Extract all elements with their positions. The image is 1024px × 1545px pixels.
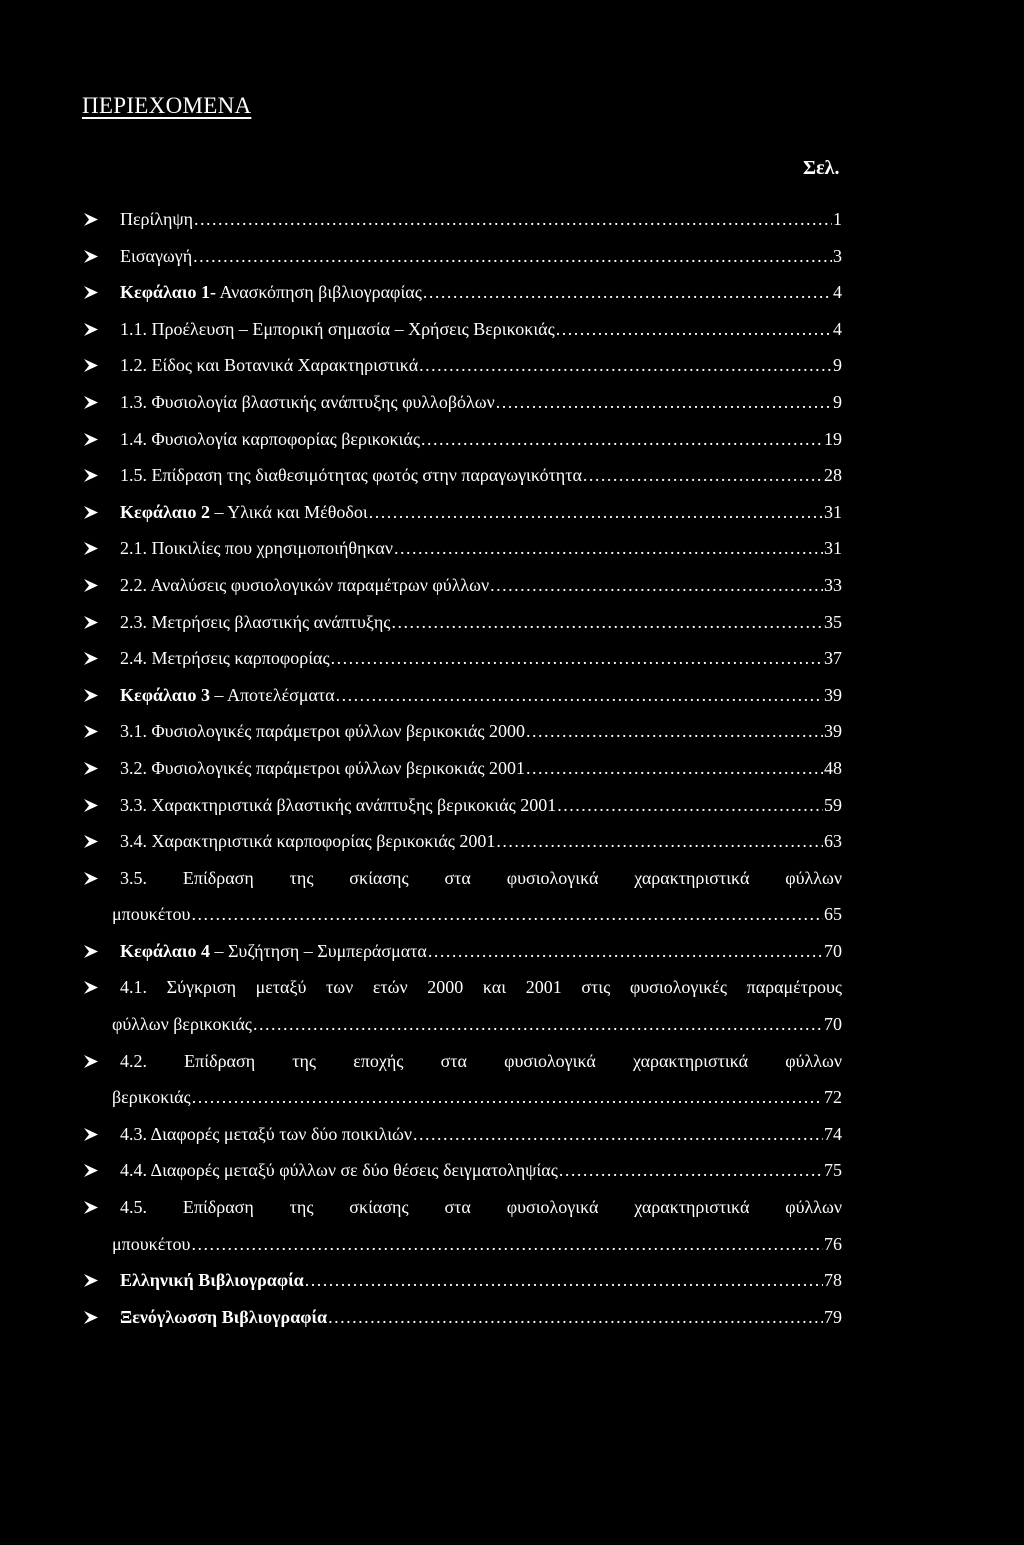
entry-line — [120, 787, 842, 824]
entry-page-number: 1 — [833, 209, 842, 229]
entry-line — [120, 1152, 842, 1189]
bullet-arrow-icon — [82, 787, 104, 824]
entry-page-number: 9 — [833, 391, 842, 412]
entry-page-number: 35 — [824, 611, 842, 632]
bullet-arrow-icon — [82, 823, 104, 860]
dot-leader — [336, 677, 823, 714]
entry-page-number: 75 — [824, 1160, 842, 1181]
entry-page-number: 48 — [824, 757, 842, 778]
toc-entry[interactable] — [82, 347, 842, 384]
entry-page-number: 33 — [824, 574, 842, 595]
entry-page-number: 39 — [824, 684, 842, 705]
page-column-label: Σελ. — [803, 157, 840, 179]
toc-entry[interactable] — [82, 421, 842, 458]
dot-leader — [526, 750, 823, 787]
entry-title-wrap — [120, 1299, 327, 1336]
entry-title: 1.4. Φυσιολογία καρποφορίας βερικοκιάς — [120, 428, 420, 449]
dot-leader — [490, 567, 823, 604]
entry-title-wrap — [120, 457, 582, 494]
entry-page-number: 78 — [824, 1270, 842, 1291]
entry-title-wrap — [120, 713, 525, 750]
toc-entry[interactable] — [82, 384, 842, 421]
toc-entry[interactable] — [82, 457, 842, 494]
entry-title-wrap — [120, 530, 393, 567]
toc-entry[interactable] — [82, 1116, 842, 1153]
entry-line — [120, 933, 842, 970]
entry-title: 1.5. Επίδραση της διαθεσιμότητας φωτός στην παραγωγικότητα — [120, 465, 582, 486]
entry-page-number: 31 — [824, 501, 842, 522]
bullet-arrow-icon — [82, 384, 104, 421]
entry-line — [120, 1262, 842, 1299]
entry-chapter-label: Ελληνική Βιβλιογραφία — [120, 1270, 304, 1291]
dot-leader — [496, 823, 823, 860]
entry-title-wrap — [120, 1262, 304, 1299]
entry-title: 3.4. Χαρακτηριστικά καρποφορίας βερικοκιάς 2001 — [120, 831, 496, 852]
entry-line — [120, 604, 842, 641]
entry-line — [120, 274, 842, 311]
toc-entry[interactable] — [82, 1043, 842, 1116]
entry-title-wrap — [120, 567, 489, 604]
dot-leader — [583, 457, 823, 494]
entry-line — [120, 494, 842, 531]
page-title: ΠΕΡΙΕΧΟΜΕΝΑ — [82, 93, 252, 118]
entry-page-number: 63 — [824, 831, 842, 852]
dot-leader — [328, 1299, 823, 1336]
entry-line — [120, 823, 842, 860]
entry-title-continued: μπουκέτου — [112, 1233, 191, 1254]
entry-second-line — [112, 1226, 842, 1263]
toc-entry[interactable] — [82, 274, 842, 311]
dot-leader — [394, 530, 823, 567]
entry-title: 2.3. Μετρήσεις βλαστικής ανάπτυξης — [120, 611, 391, 632]
entry-first-line — [120, 1043, 842, 1080]
entry-page-number: 4 — [833, 318, 842, 339]
entry-title: Εισαγωγή — [120, 245, 193, 266]
entry-title-continued: μπουκέτου — [112, 904, 191, 925]
bullet-arrow-icon — [82, 750, 104, 787]
dot-leader — [559, 1152, 823, 1189]
dot-leader — [191, 1226, 823, 1263]
entry-title-continued: φύλλων βερικοκιάς — [112, 1014, 252, 1035]
entry-title: 4.1. Σύγκριση μεταξύ των ετών 2000 και 2001 στις φυσιολογικές παραμέτρους — [120, 977, 842, 998]
toc-entry[interactable] — [82, 933, 842, 970]
entry-line — [120, 384, 842, 421]
bullet-arrow-icon — [82, 1116, 104, 1153]
entry-page-number: 9 — [833, 355, 842, 376]
dot-leader — [421, 421, 823, 458]
entry-line — [120, 347, 842, 384]
entry-first-line — [120, 860, 842, 897]
entry-first-line — [120, 969, 842, 1006]
entry-title: – Υλικά και Μέθοδοι — [209, 501, 368, 522]
entry-line — [120, 713, 842, 750]
dot-leader — [496, 384, 832, 421]
entry-page-number: 59 — [824, 794, 842, 815]
entry-page-number: 70 — [824, 940, 842, 961]
dot-leader — [557, 787, 823, 824]
entry-line — [120, 201, 842, 238]
entry-title: 2.2. Αναλύσεις φυσιολογικών παραμέτρων φύλλων — [120, 574, 490, 595]
bullet-arrow-icon — [82, 530, 104, 567]
toc-entry[interactable] — [82, 494, 842, 531]
entry-title-wrap — [120, 823, 495, 860]
bullet-arrow-icon — [82, 311, 104, 348]
entry-title: 4.5. Επίδραση της σκίασης στα φυσιολογικά χαρακτηριστικά φύλλων — [120, 1197, 842, 1218]
entry-title-wrap — [120, 274, 422, 311]
toc-entry[interactable] — [82, 750, 842, 787]
entry-chapter-label: Κεφάλαιο 3 — [120, 684, 210, 705]
toc-entry[interactable] — [82, 1152, 842, 1189]
toc-entry[interactable] — [82, 604, 842, 641]
table-of-contents — [82, 201, 842, 1335]
entry-title-wrap — [120, 347, 418, 384]
entry-page-number: 70 — [824, 1014, 842, 1035]
entry-title-wrap — [120, 933, 427, 970]
dot-leader — [191, 896, 823, 933]
toc-entry[interactable] — [82, 238, 842, 275]
bullet-arrow-icon — [82, 604, 104, 641]
entry-title-wrap — [120, 238, 192, 275]
bullet-arrow-icon — [82, 1189, 104, 1226]
entry-title: – Αποτελέσματα — [209, 684, 335, 705]
bullet-arrow-icon — [82, 1299, 104, 1336]
entry-line — [120, 311, 842, 348]
entry-title: 1.1. Προέλευση – Εμπορική σημασία – Χρήσεις Βερικοκιάς — [120, 318, 555, 339]
bullet-arrow-icon — [82, 860, 104, 897]
entry-chapter-label: Ξενόγλωσση Βιβλιογραφία — [120, 1306, 328, 1327]
dot-leader — [423, 274, 832, 311]
dot-leader — [192, 1079, 823, 1116]
entry-title: Περίληψη — [120, 209, 194, 229]
entry-page-number: 37 — [824, 648, 842, 669]
dot-leader — [428, 933, 823, 970]
entry-page-number: 65 — [824, 904, 842, 925]
entry-chapter-label: Κεφάλαιο 4 — [120, 940, 210, 961]
dot-leader — [419, 347, 832, 384]
entry-title: 2.4. Μετρήσεις καρποφορίας — [120, 648, 330, 669]
entry-line — [120, 640, 842, 677]
entry-page-number: 3 — [833, 245, 842, 266]
entry-page-number: 19 — [824, 428, 842, 449]
entry-line — [120, 238, 842, 275]
bullet-arrow-icon — [82, 567, 104, 604]
entry-chapter-label: Κεφάλαιο 1- — [120, 282, 216, 303]
entry-page-number: 79 — [824, 1306, 842, 1327]
entry-title: 3.1. Φυσιολογικές παράμετροι φύλλων βερικοκιάς 2000 — [120, 721, 526, 742]
toc-entry[interactable] — [82, 640, 842, 677]
entry-title: 3.2. Φυσιολογικές παράμετροι φύλλων βερικοκιάς 2001 — [120, 757, 526, 778]
toc-entry[interactable] — [82, 311, 842, 348]
entry-line — [120, 530, 842, 567]
entry-title: 4.2. Επίδραση της εποχής στα φυσιολογικά χαρακτηριστικά φύλλων — [120, 1050, 842, 1071]
entry-title: 3.5. Επίδραση της σκίασης στα φυσιολογικά χαρακτηριστικά φύλλων — [120, 867, 842, 888]
bullet-arrow-icon — [82, 1262, 104, 1299]
entry-line — [120, 457, 842, 494]
entry-title-continued: βερικοκιάς — [112, 1087, 191, 1108]
entry-title: 4.4. Διαφορές μεταξύ φύλλων σε δύο θέσεις δειγματοληψίας — [120, 1160, 558, 1181]
entry-line — [120, 567, 842, 604]
entry-title-wrap — [120, 494, 368, 531]
dot-leader — [391, 604, 823, 641]
bullet-arrow-icon — [82, 201, 104, 238]
entry-second-line — [112, 1079, 842, 1116]
entry-page-number: 76 — [824, 1233, 842, 1254]
dot-leader — [413, 1116, 823, 1153]
entry-page-number: 4 — [833, 282, 842, 303]
entry-page-number: 39 — [824, 721, 842, 742]
entry-title-wrap — [120, 311, 555, 348]
entry-title: – Συζήτηση – Συμπεράσματα — [209, 940, 427, 961]
entry-page-number: 28 — [824, 465, 842, 486]
entry-chapter-label: Κεφάλαιο 2 — [120, 501, 210, 522]
toc-entry[interactable] — [82, 1262, 842, 1299]
entry-title-wrap — [120, 1116, 412, 1153]
entry-title: 1.3. Φυσιολογία βλαστικής ανάπτυξης φυλλοβόλων — [120, 391, 495, 412]
entry-title-wrap — [120, 1152, 558, 1189]
dot-leader — [305, 1262, 823, 1299]
entry-line — [120, 1299, 842, 1336]
entry-title-wrap — [120, 640, 330, 677]
entry-title-wrap — [120, 384, 495, 421]
toc-entry[interactable] — [82, 677, 842, 714]
entry-line — [120, 421, 842, 458]
dot-leader — [331, 640, 823, 677]
toc-entry[interactable] — [82, 567, 842, 604]
entry-second-line — [112, 896, 842, 933]
entry-title: Ανασκόπηση βιβλιογραφίας — [215, 282, 422, 303]
dot-leader — [253, 1006, 823, 1043]
dot-leader — [556, 311, 832, 348]
entry-first-line — [120, 1189, 842, 1226]
entry-title: 3.3. Χαρακτηριστικά βλαστικής ανάπτυξης βερικοκιάς 2001 — [120, 794, 557, 815]
toc-entry[interactable] — [82, 201, 842, 238]
entry-title-wrap — [120, 201, 193, 238]
entry-second-line — [112, 1006, 842, 1043]
toc-entry[interactable] — [82, 823, 842, 860]
bullet-arrow-icon — [82, 969, 104, 1006]
entry-title: 2.1. Ποικιλίες που χρησιμοποιήθηκαν — [120, 538, 393, 559]
dot-leader — [526, 713, 823, 750]
bullet-arrow-icon — [82, 274, 104, 311]
bullet-arrow-icon — [82, 238, 104, 275]
toc-entry[interactable] — [82, 787, 842, 824]
entry-title: 4.3. Διαφορές μεταξύ των δύο ποικιλιών — [120, 1123, 413, 1144]
dot-leader — [194, 201, 832, 238]
toc-entry[interactable] — [82, 530, 842, 567]
dot-leader — [193, 238, 832, 275]
dot-leader — [369, 494, 823, 531]
entry-line — [120, 750, 842, 787]
entry-title: 1.2. Είδος και Βοτανικά Χαρακτηριστικά — [120, 355, 419, 376]
bullet-arrow-icon — [82, 1043, 104, 1080]
bullet-arrow-icon — [82, 933, 104, 970]
entry-title-wrap — [120, 421, 420, 458]
bullet-arrow-icon — [82, 640, 104, 677]
entry-title-wrap — [120, 787, 556, 824]
entry-page-number: 74 — [824, 1123, 842, 1144]
bullet-arrow-icon — [82, 677, 104, 714]
entry-title-wrap — [120, 604, 390, 641]
bullet-arrow-icon — [82, 347, 104, 384]
toc-entry[interactable] — [82, 1299, 842, 1336]
toc-entry[interactable] — [82, 860, 842, 933]
bullet-arrow-icon — [82, 494, 104, 531]
entry-title-wrap — [120, 750, 525, 787]
entry-line — [120, 677, 842, 714]
bullet-arrow-icon — [82, 457, 104, 494]
toc-entry[interactable] — [82, 1189, 842, 1262]
bullet-arrow-icon — [82, 421, 104, 458]
entry-page-number: 31 — [824, 538, 842, 559]
bullet-arrow-icon — [82, 713, 104, 750]
bullet-arrow-icon — [82, 1152, 104, 1189]
toc-entry[interactable] — [82, 713, 842, 750]
entry-page-number: 72 — [824, 1087, 842, 1108]
entry-title-wrap — [120, 677, 335, 714]
entry-line — [120, 1116, 842, 1153]
toc-entry[interactable] — [82, 969, 842, 1042]
